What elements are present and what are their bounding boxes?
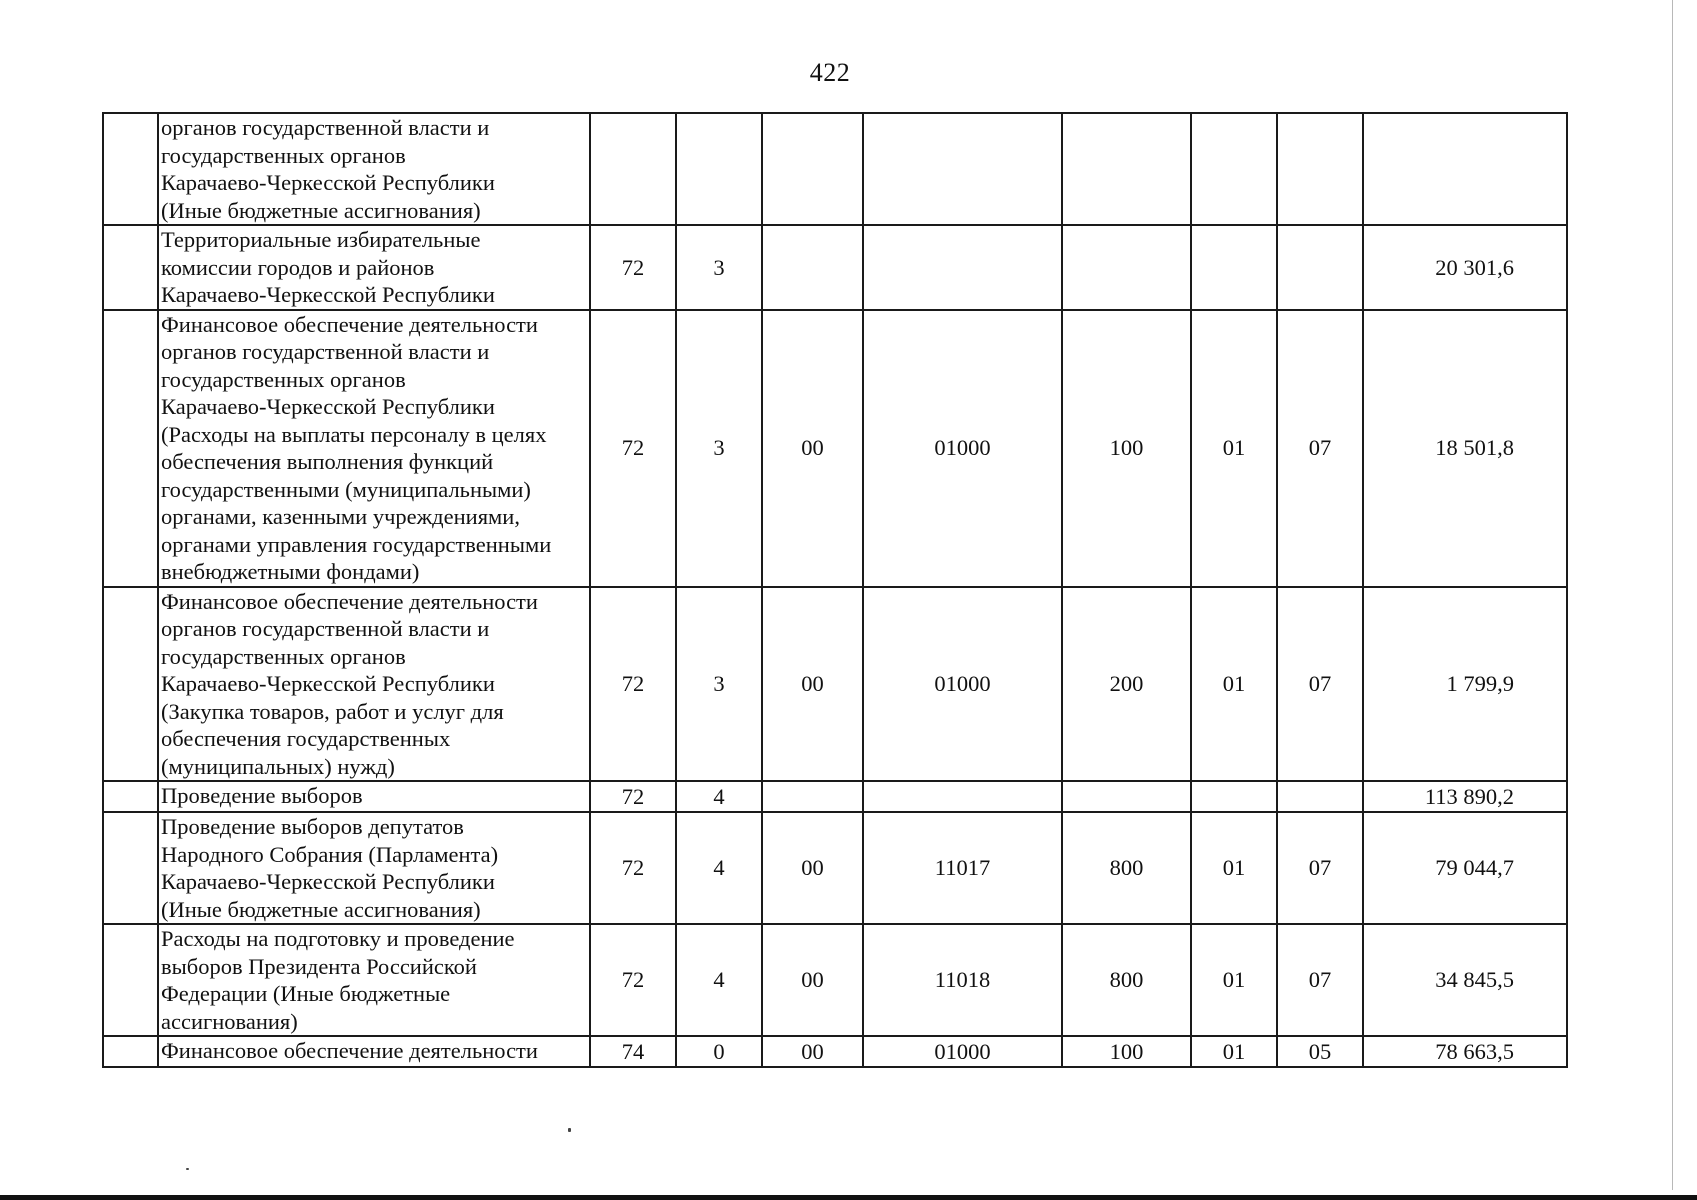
table-cell-code-2: 0 (676, 1036, 762, 1067)
table-cell-code-6 (1191, 225, 1277, 310)
table-cell-code-3 (762, 113, 863, 225)
table-cell-code-3 (762, 225, 863, 310)
scan-edge-line (1672, 0, 1673, 1190)
table-cell-amount: 113 890,2 (1363, 781, 1567, 812)
scan-speck (186, 1168, 189, 1170)
table-cell-code-6 (1191, 113, 1277, 225)
table-cell-code-5: 800 (1062, 924, 1191, 1036)
table-cell-name: Расходы на подготовку и проведение выборов Президента Российской Федерации (Иные бюджетные ассигнования) (158, 924, 590, 1036)
table-cell-amount (1363, 113, 1567, 225)
table-cell-code-5 (1062, 781, 1191, 812)
table-cell-amount: 78 663,5 (1363, 1036, 1567, 1067)
table-cell-code-1: 72 (590, 587, 676, 782)
table-cell-code-4: 11018 (863, 924, 1062, 1036)
table-cell-code-7: 07 (1277, 812, 1363, 924)
table-cell-amount: 79 044,7 (1363, 812, 1567, 924)
table-cell-name: Проведение выборов депутатов Народного Собрания (Парламента) Карачаево-Черкесской Республики (Иные бюджетные ассигнования) (158, 812, 590, 924)
table-cell-index (103, 587, 158, 782)
table-row (103, 924, 1567, 1036)
table-cell-code-6: 01 (1191, 812, 1277, 924)
table-row (103, 225, 1567, 310)
table-cell-code-2: 3 (676, 225, 762, 310)
table-cell-code-1: 74 (590, 1036, 676, 1067)
table-cell-code-4: 11017 (863, 812, 1062, 924)
table-cell-code-7 (1277, 113, 1363, 225)
table-cell-code-2: 3 (676, 310, 762, 587)
table-cell-amount: 34 845,5 (1363, 924, 1567, 1036)
table-cell-code-6: 01 (1191, 587, 1277, 782)
table-row (103, 1036, 1567, 1067)
table-cell-code-3: 00 (762, 1036, 863, 1067)
page-number: 422 (809, 58, 851, 87)
table-cell-code-6: 01 (1191, 924, 1277, 1036)
table-cell-code-4: 01000 (863, 1036, 1062, 1067)
table-cell-index (103, 225, 158, 310)
table-cell-name: органов государственной власти и государственных органов Карачаево-Черкесской Республики (Иные бюджетные ассигнования) (158, 113, 590, 225)
table-cell-amount: 18 501,8 (1363, 310, 1567, 587)
table-row (103, 812, 1567, 924)
table-cell-code-3: 00 (762, 310, 863, 587)
table-cell-code-3: 00 (762, 587, 863, 782)
table-cell-index (103, 812, 158, 924)
table-cell-code-6: 01 (1191, 310, 1277, 587)
table-cell-name: Финансовое обеспечение деятельности органов государственной власти и государственных органов Карачаево-Черкесской Республики (Расходы на выплаты персоналу в целях обеспечения выполнения функций государственными (муниципальными) органами, казенными учреждениями, органами управления государственными внебюджетными фондами) (158, 310, 590, 587)
table-cell-code-7 (1277, 225, 1363, 310)
table-cell-code-7: 07 (1277, 587, 1363, 782)
table-cell-code-1: 72 (590, 924, 676, 1036)
table-row (103, 587, 1567, 782)
table-cell-code-1: 72 (590, 812, 676, 924)
table-cell-index (103, 924, 158, 1036)
table-cell-code-5 (1062, 225, 1191, 310)
table-cell-code-6 (1191, 781, 1277, 812)
table-cell-code-5: 200 (1062, 587, 1191, 782)
table-cell-code-6: 01 (1191, 1036, 1277, 1067)
table-cell-index (103, 113, 158, 225)
table-cell-code-7 (1277, 781, 1363, 812)
table-cell-code-3: 00 (762, 812, 863, 924)
table-cell-code-4: 01000 (863, 587, 1062, 782)
table-cell-code-2: 4 (676, 924, 762, 1036)
table-cell-code-7: 05 (1277, 1036, 1363, 1067)
table-cell-code-7: 07 (1277, 310, 1363, 587)
table-cell-index (103, 1036, 158, 1067)
table-cell-code-3: 00 (762, 924, 863, 1036)
table-cell-code-1 (590, 113, 676, 225)
table-cell-code-1: 72 (590, 781, 676, 812)
table-cell-code-5: 800 (1062, 812, 1191, 924)
table-cell-code-2: 4 (676, 781, 762, 812)
table-row (103, 113, 1567, 225)
table-cell-name: Территориальные избирательные комиссии городов и районов Карачаево-Черкесской Республики (158, 225, 590, 310)
table-row (103, 781, 1567, 812)
table-cell-name: Финансовое обеспечение деятельности органов государственной власти и государственных органов Карачаево-Черкесской Республики (Закупка товаров, работ и услуг для обеспечения государственных (муниципальных) нужд) (158, 587, 590, 782)
table-cell-code-5 (1062, 113, 1191, 225)
scan-bottom-edge (0, 1195, 1697, 1200)
table-cell-code-4 (863, 781, 1062, 812)
table-row (103, 310, 1567, 587)
table-cell-code-5: 100 (1062, 310, 1191, 587)
table-cell-amount: 1 799,9 (1363, 587, 1567, 782)
table-cell-index (103, 781, 158, 812)
scan-speck (568, 1128, 571, 1132)
table-cell-code-3 (762, 781, 863, 812)
table-cell-code-2 (676, 113, 762, 225)
table-cell-code-4 (863, 225, 1062, 310)
table-cell-index (103, 310, 158, 587)
budget-table (102, 112, 1568, 1068)
table-cell-code-2: 3 (676, 587, 762, 782)
table-cell-code-2: 4 (676, 812, 762, 924)
table-cell-name: Финансовое обеспечение деятельности (158, 1036, 590, 1067)
table-cell-code-4 (863, 113, 1062, 225)
table-cell-code-1: 72 (590, 310, 676, 587)
table-cell-name: Проведение выборов (158, 781, 590, 812)
table-cell-code-1: 72 (590, 225, 676, 310)
table-cell-code-5: 100 (1062, 1036, 1191, 1067)
table-cell-amount: 20 301,6 (1363, 225, 1567, 310)
table-cell-code-7: 07 (1277, 924, 1363, 1036)
table-cell-code-4: 01000 (863, 310, 1062, 587)
